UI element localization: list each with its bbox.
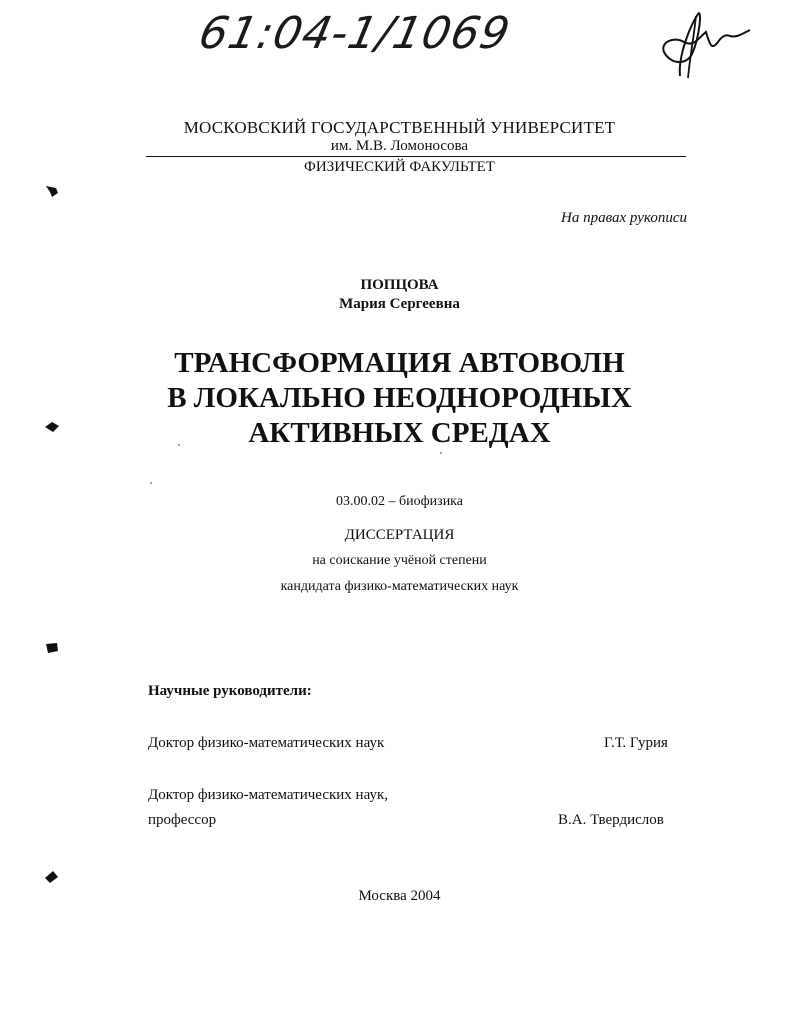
advisor-2-title-cont: профессор (148, 812, 217, 828)
title-line-2: В ЛОКАЛЬНО НЕОДНОРОДНЫХ (167, 382, 632, 414)
rights-note: На правах рукописи (561, 210, 687, 226)
header-divider (146, 156, 686, 157)
advisors-heading: Научные руководители: (148, 683, 312, 699)
advisor-2-title: Доктор физико-математических наук, (148, 787, 389, 803)
scan-speck (150, 482, 152, 484)
handwritten-catalog-number: 61:04-1/1069 (194, 8, 515, 59)
advisor-2-name: В.А. Твердислов (558, 812, 664, 828)
thesis-title (0, 346, 799, 451)
scan-speck (178, 444, 180, 446)
signature-icon (650, 6, 760, 86)
title-line-3: АКТИВНЫХ СРЕДАХ (248, 417, 551, 449)
punch-mark-icon (44, 641, 60, 655)
advisor-1-title: Доктор физико-математических наук (148, 735, 385, 751)
degree-line-2: кандидата физико-математических наук (280, 579, 519, 594)
degree-line-1: на соискание учёной степени (312, 553, 487, 568)
author-surname: ПОПЦОВА (360, 277, 439, 293)
scan-speck (440, 452, 442, 454)
specialty-code: 03.00.02 – биофизика (335, 494, 463, 509)
faculty-name: ФИЗИЧЕСКИЙ ФАКУЛЬТЕТ (304, 159, 495, 175)
university-named-after: им. М.В. Ломоносова (330, 138, 469, 154)
author-given-names: Мария Сергеевна (339, 296, 460, 312)
city-year: Москва 2004 (358, 888, 441, 904)
punch-mark-icon (44, 420, 60, 434)
punch-mark-icon (44, 184, 60, 198)
advisor-1-name: Г.Т. Гурия (604, 735, 668, 751)
university-name: МОСКОВСКИЙ ГОСУДАРСТВЕННЫЙ УНИВЕРСИТЕТ (183, 118, 616, 137)
punch-mark-icon (44, 870, 60, 884)
title-line-1: ТРАНСФОРМАЦИЯ АВТОВОЛН (174, 347, 625, 379)
work-type: ДИССЕРТАЦИЯ (344, 527, 455, 543)
